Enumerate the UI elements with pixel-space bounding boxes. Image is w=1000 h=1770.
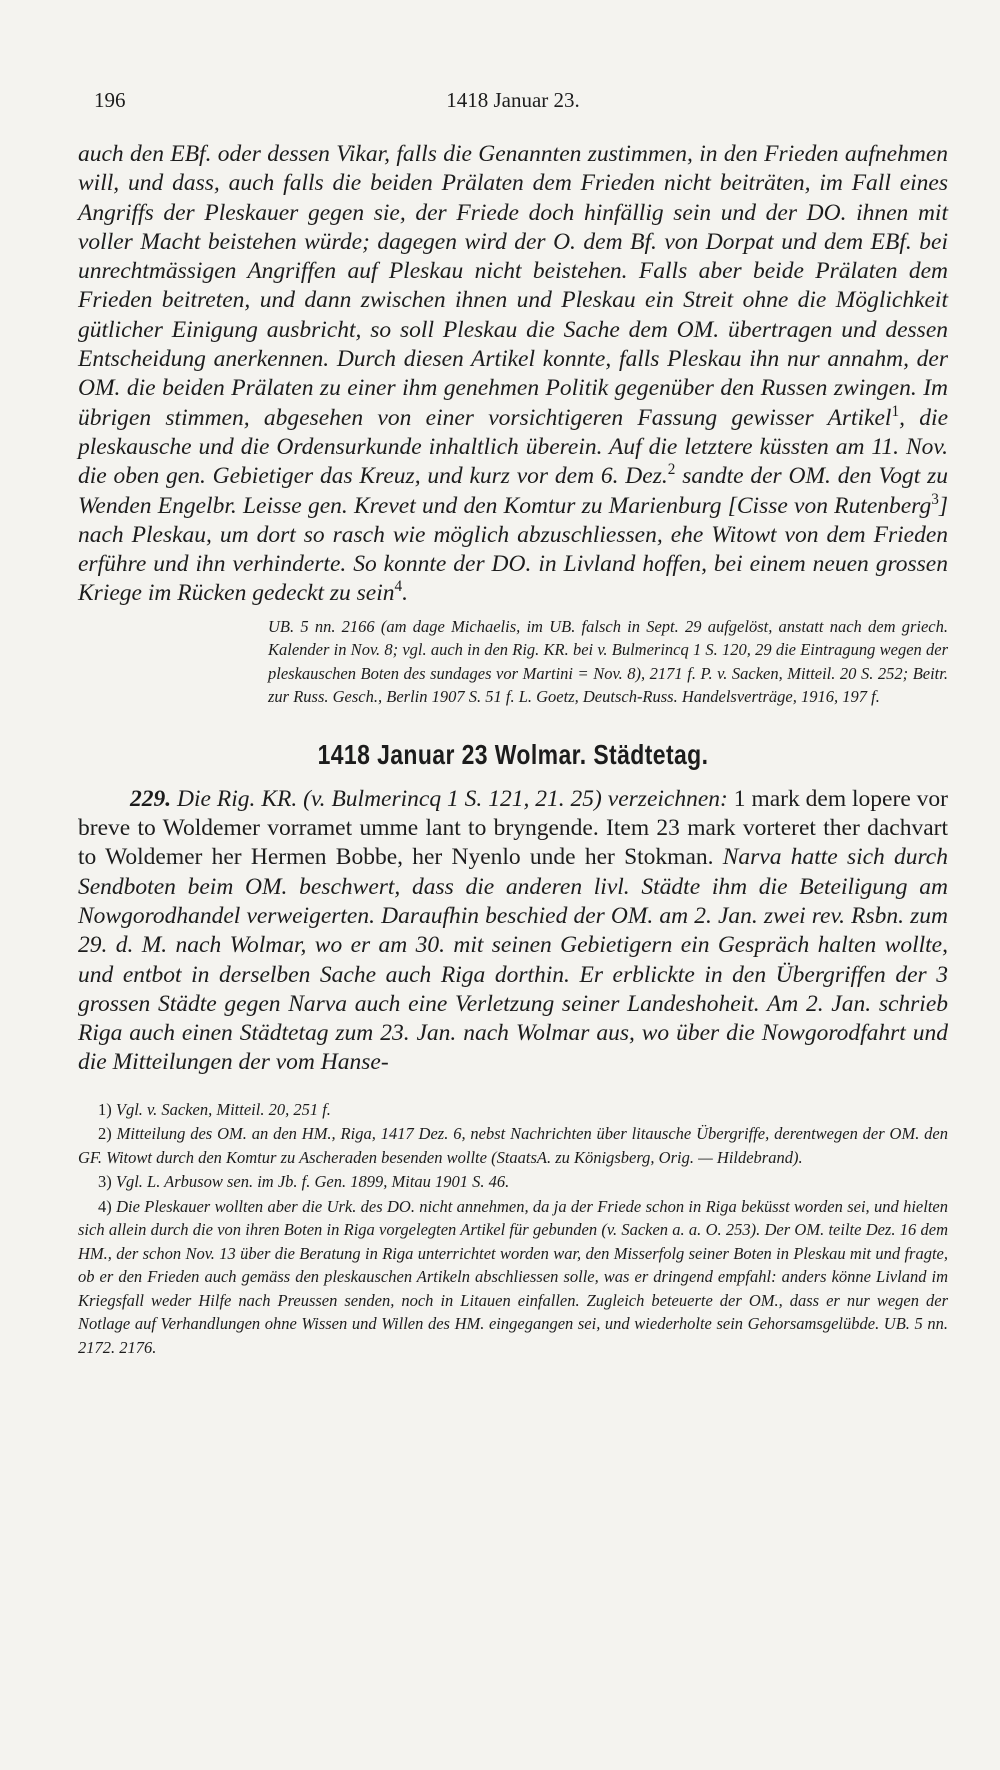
footnote-1	[78, 1098, 948, 1122]
continuation-paragraph	[78, 140, 948, 609]
footnote-ref-4[interactable]: 4	[394, 578, 403, 596]
footnote-mark: 4)	[98, 1196, 112, 1216]
continuation-text: auch den EBf. oder dessen Vikar, falls die Genannten zustimmen, in den Frieden aufnehmen will, und dass, auch falls die beiden Prälaten dem Frieden nicht beiträten, im Fall eines Angriffs der Pleskauer gegen sie, der Friede doch hinfällig sein und der DO. ihnen mit voller Macht beistehen würde; dagegen wird der O. dem Bf. von Dorpat und dem EBf. bei unrechtmässigen Angriffen auf Pleskau nicht beistehen. Falls aber beide Prälaten dem Frieden beitreten, und dann zwischen ihnen und Pleskau ein Streit ohne die Möglichkeit gütlicher Einigung ausbricht, so soll Pleskau die Sache dem OM. übertragen und dessen Entscheidung anerkennen. Durch diesen Artikel konnte, falls Pleskau ihn nur annahm, der OM. die beiden Prälaten zu einer ihm genehmen Politik gegenüber den Russen zwingen. Im übrigen stimmen, abgesehen von einer vorsichtigeren Fassung gewisser Artikel	[78, 141, 948, 431]
continuation-text: , die pleskausche und die Ordensurkunde inhaltlich überein. Auf die letztere küssten am 11. Nov. die oben gen. Gebietiger das Kreuz, und kurz vor dem 6. Dez.	[78, 404, 949, 490]
entry-number: 229.	[130, 785, 172, 812]
source-note: UB. 5 nn. 2166 (am dage Michaelis, im UB. falsch in Sept. 29 aufgelöst, anstatt nach dem griech. Kalender in Nov. 8; vgl. auch in den Rig. KR. bei v. Bulmerincq 1 S. 120, 29 die Eintragung wegen der pleskauschen Boten des sundages vor Martini = Nov. 8), 2171 f. P. v. Sacken, Mitteil. 20 S. 252; Beitr. zur Russ. Gesch., Berlin 1907 S. 51 f. L. Goetz, Deutsch-Russ. Handelsverträge, 1916, 197 f.	[268, 616, 948, 707]
section-heading: 1418 Januar 23 Wolmar. Städtetag.	[317, 738, 709, 770]
footnote-text: Mitteilung des OM. an den HM., Riga, 1417 Dez. 6, nebst Nachrichten über litausche Übergriffe, derentwegen der OM. den GF. Witowt durch den Komtur zu Ascheraden besenden wollte (StaatsA. zu Königsberg, Orig. — Hildebrand).	[78, 1124, 949, 1167]
entry-quote: 1 mark dem lopere vor breve to Woldemer vorramet umme lant to bryngende. Item 23 mark vorteret ther dachvart to Woldemer her Hermen Bobbe, her Nyenlo unde her Stokman.	[78, 785, 948, 871]
continuation-text: .	[402, 580, 408, 607]
footnote-mark: 3)	[98, 1172, 112, 1192]
footnote-mark: 2)	[98, 1124, 112, 1144]
running-title: 1418 Januar 23.	[446, 88, 580, 112]
footnote-text: Vgl. L. Arbusow sen. im Jb. f. Gen. 1899, Mitau 1901 S. 46.	[115, 1172, 510, 1192]
footnote-4	[78, 1195, 948, 1360]
footnotes	[78, 1098, 948, 1360]
entry-229	[78, 785, 948, 1078]
footnote-text: Die Pleskauer wollten aber die Urk. des DO. nicht annehmen, da ja der Friede schon in Riga beküsst worden sei, und hielten sich allein durch die von ihren Boten in Riga vorgelegten Artikel für gebunden (v. Sacken a. a. O. 253). Der OM. teilte Dez. 16 dem HM., der schon Nov. 13 über die Beratung in Riga unterrichtet worden war, den Misserfolg seiner Boten in Pleskau mit und fragte, ob er den Frieden auch gemäss den pleskauschen Artikeln abschliessen solle, was er dringend empfahl: anders könne Livland im Kriegsfall weder Hilfe nach Preussen senden, noch in Litauen einfallen. Zugleich beteuerte der OM., dass er nur wegen der Notlage auf Verhandlungen ohne Wissen und Willen des HM. eingegangen sei, und wiederholte sein Gehorsamsgelübde. UB. 5 nn. 2172. 2176.	[78, 1196, 948, 1357]
footnote-ref-1[interactable]: 1	[891, 402, 900, 420]
footnote-ref-2[interactable]: 2	[667, 461, 676, 479]
continuation-text: ] nach Pleskau, um dort so rasch wie möglich abzuschliessen, ehe Witowt von dem Frieden erführe und ihn verhinderte. So konnte der DO. in Livland hoffen, bei einem neuen grossen Kriege im Rücken gedeckt zu sein	[78, 492, 948, 607]
page-number: 196	[94, 88, 126, 112]
footnote-mark: 1)	[98, 1099, 112, 1119]
continuation-text: sandte der OM. den Vogt zu Wenden Engelbr. Leisse gen. Krevet und den Komtur zu Marienburg [Cisse von Rutenberg	[78, 463, 948, 519]
footnote-2	[78, 1122, 948, 1169]
entry-summary: Narva hatte sich durch Sendboten beim OM. beschwert, dass die anderen livl. Städte ihm die Beteiligung am Nowgorodhandel verweigerten. Daraufhin beschied der OM. am 2. Jan. zwei rev. Rsbn. zum 29. d. M. nach Wolmar, wo er am 30. mit seinen Gebietigern ein Gespräch halten wollte, und entbot in derselben Sache auch Riga dorthin. Er erblickte in den Übergriffen der 3 grossen Städte gegen Narva auch eine Verletzung seiner Landeshoheit. Am 2. Jan. schrieb Riga auch einen Städtetag zum 23. Jan. nach Wolmar aus, wo über die Nowgorodfahrt und die Mitteilungen der vom Hanse-	[78, 844, 948, 1076]
footnote-3	[78, 1170, 948, 1194]
running-head	[78, 88, 948, 118]
footnote-ref-3[interactable]: 3	[931, 490, 939, 508]
footnote-text: Vgl. v. Sacken, Mitteil. 20, 251 f.	[115, 1099, 331, 1119]
entry-lead: Die Rig. KR. (v. Bulmerincq 1 S. 121, 21. 25) verzeichnen:	[171, 785, 728, 812]
